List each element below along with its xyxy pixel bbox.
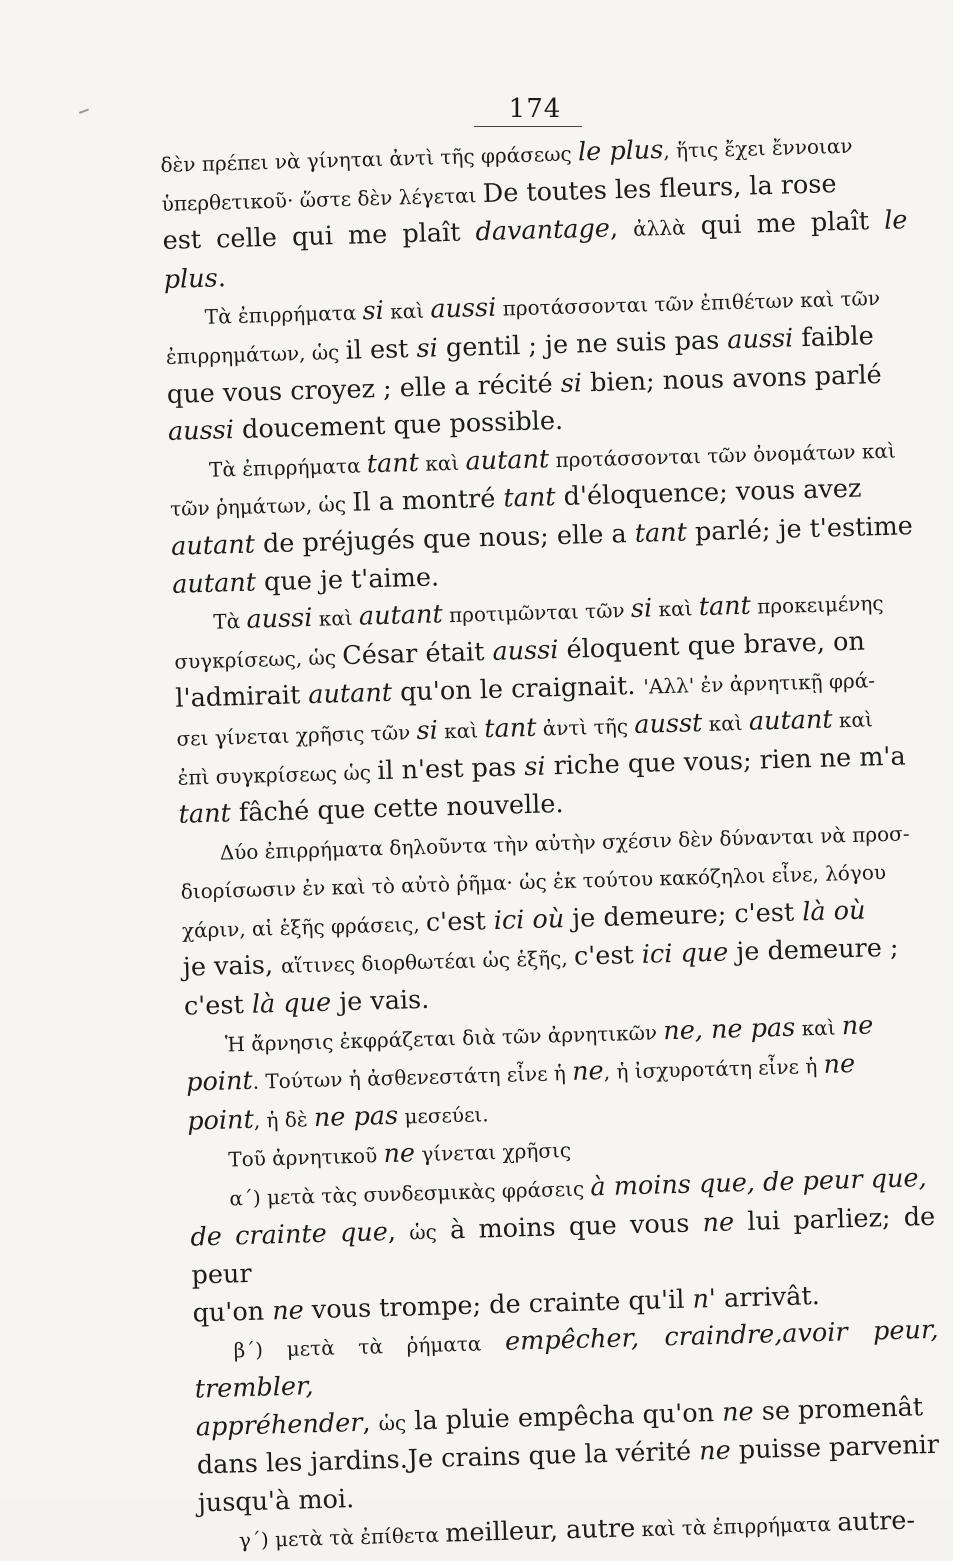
text-segment: καὶ τὰ ἐπιρρήματα [634,1512,838,1542]
text-segment: χάριν, αἱ ἑξῆς φράσεις, [181,911,427,943]
text-segment: Δύο ἐπιρρήματα δηλοῦντα τὴν αὐτὴν σχέσιν δὲν δύνανται νὰ προσ- [219,821,910,865]
text-segment: ὑπερθετικοῦ· ὥστε δὲν λέγεται [161,182,484,216]
text-segment: qu'on [192,1296,273,1329]
text-segment: qui me plaît [685,206,885,242]
header-rule [474,126,582,127]
text-segment: autant [171,567,257,600]
text-segment: 'Αλλ' ἐν ἀρνητικῇ φρά- [643,668,876,700]
text-segment: là où [801,895,866,928]
text-segment: Τὰ ἐπιρρήματα [208,453,368,482]
text-segment: si [362,296,385,327]
text-segment: c'est [425,905,495,938]
text-segment: gentil ; je ne suis pas [437,325,728,364]
text-segment: arrivât. [715,1280,821,1314]
text-segment: aussi [167,415,235,448]
text-segment: De toutes les fleurs, la rose [482,168,837,209]
text-segment: συγκρίσεως, ὡς [174,644,343,674]
text-segment: autant [748,704,833,737]
text-segment: point [185,1066,254,1098]
text-segment: προτάσσονται τῶν ἐπιθέτων καὶ τῶν [495,286,881,322]
text-segment: faible [792,321,875,354]
text-segment: n' [692,1283,717,1315]
text-segment: ne [698,1435,732,1467]
text-segment: je vais, [182,950,282,984]
text-segment: si [560,367,583,399]
text-segment: tant [366,447,420,480]
text-segment: empêcher, craindre,avoir peur, trembler, [194,1315,939,1405]
text-segment: tant [503,482,556,514]
text-segment: ici que [641,937,729,971]
text-segment: davantage [475,213,611,248]
text-segment: καὶ [383,298,431,325]
text-segment: ἀλλὰ [632,215,686,242]
text-segment: autant [307,678,393,711]
text-segment: si [523,750,546,782]
text-segment: si [416,715,439,746]
text-segment: que je t'aime. [255,561,440,598]
text-segment: ne [702,1207,735,1238]
text-segment: c'est [573,940,643,973]
text-segment: qu'on le craignait. [391,671,644,709]
text-segment: je demeure ; [727,933,899,968]
text-segment: καὶ [832,707,874,733]
text-segment: γίνεται χρῆσις [414,1138,572,1167]
text-segment: ἀντὶ τῆς [536,713,635,741]
text-segment: ne pas [313,1100,399,1133]
text-segment: autant [170,529,256,562]
text-segment: autre- [836,1505,916,1538]
text-segment: appréhender [195,1407,363,1443]
text-segment: le plus [163,205,908,295]
text-segment: lui parliez; de peur [191,1201,936,1291]
text-segment: δὲν πρέπει νὰ γίνηται ἀντὶ τῆς φράσεως [160,141,579,177]
text-segment: tant [634,517,688,549]
text-segment: ne [841,1010,874,1041]
text-segment: , ἡ δὲ [253,1106,315,1133]
text-segment: Ἡ ἄρνησις ἐκφράζεται διὰ τῶν ἀρνητικῶν [224,1019,664,1057]
text-segment: jusqu'à moi. [197,1483,355,1519]
text-segment: il n'est pas [376,751,525,786]
text-segment: τῶν ῥημάτων, ὡς [169,492,353,522]
text-segment: β΄) μετὰ τὰ ῥήματα [233,1331,506,1363]
text-segment: la pluie empêcha qu'on [405,1397,723,1437]
text-segment: Τὰ [212,608,247,634]
text-segment: que vous croyez ; elle a récité [166,368,562,410]
text-segment: καὶ [651,596,700,622]
text-segment: point [186,1104,255,1137]
text-segment: μεσεύει. [397,1102,489,1129]
text-segment: tant [178,798,232,830]
text-segment: si [630,593,653,625]
text-segment: c'est [183,989,253,1022]
text-segment: ne [271,1295,305,1327]
text-segment: puisse parvenir [730,1429,940,1466]
text-segment: dans les jardins.Je crains que la vérité [196,1436,700,1481]
text-segment: de crainte que [190,1216,389,1253]
text-segment: aussi [429,293,497,325]
text-segment: ὡς [378,1410,407,1435]
text-segment: καὶ [437,718,485,744]
text-segment: Τοῦ ἀρνητικοῦ [228,1143,384,1172]
text-segment: de préjugés que nous; elle a [254,518,636,560]
text-segment: doucement que possible. [233,406,564,446]
text-segment: César était [341,636,493,671]
text-segment: ne [823,1049,856,1081]
text-segment: je demeure; c'est [563,897,803,934]
text-segment: προτάσσονται τῶν ὀνομάτων καὶ [548,438,896,473]
text-segment: aussi [726,323,794,356]
text-segment: καὶ [418,450,466,476]
text-segment: l'admirait [175,680,309,715]
text-segment: je vais. [330,984,430,1018]
text-segment: Τὰ ἐπιρρήματα [204,300,363,330]
text-segment: aussi [246,603,313,635]
text-segment: , [361,1406,380,1438]
text-segment: . [217,263,227,294]
text-segment: fâché que cette nouvelle. [230,789,564,829]
text-segment: tant [483,712,537,745]
text-segment: καὶ [794,1014,843,1041]
text-segment: autant [358,599,444,632]
text-segment: se promenât [753,1391,924,1427]
text-segment: ici où [493,903,565,936]
page-number: 174 [508,94,562,124]
text-segment: Il a montré [351,483,504,519]
body-text [160,125,944,1561]
text-segment: bien; nous avons parlé [581,359,883,398]
text-segment: d'éloquence; vous avez [555,473,862,513]
text-segment: meilleur, autre [444,1513,636,1549]
margin-mark [79,109,91,120]
text-segment: γ΄) μετὰ τὰ ἐπίθετα [238,1522,446,1553]
text-segment: tant [698,590,752,623]
text-segment: aussi [492,634,559,667]
text-segment: , ἥτις ἔχει ἔννοιαν [663,133,853,163]
text-segment: ne [383,1138,416,1170]
text-segment: προτιμῶνται τῶν [442,598,632,628]
text-segment: ὡς [408,1219,438,1245]
text-segment: , [609,213,634,244]
text-segment: est celle qui me plaît [162,217,476,257]
text-segment: καὶ [701,710,750,736]
text-segment: si [416,333,439,364]
text-segment: éloquent que brave, on [557,626,866,665]
text-segment: vous trompe; de crainte qu'il [303,1284,693,1326]
text-segment: , [387,1216,410,1247]
text-segment: à moins que vous [436,1207,703,1246]
text-segment: ne [721,1396,755,1428]
text-segment: ne, ne pas [662,1012,796,1046]
text-segment: αἵτινες διορθωτέαι ὡς ἑξῆς, [280,946,575,979]
text-segment: il est [345,333,417,366]
text-segment: α΄) μετὰ τὰς συνδεσμικὰς φράσεις [229,1176,591,1211]
text-segment: riche que vous; rien ne m'a [545,740,907,781]
text-segment: parlé; je t'estime [686,511,914,548]
text-segment: σει γίνεται χρῆσις τῶν [176,719,417,751]
text-segment: ἐπὶ συγκρίσεως ὡς [177,759,378,790]
text-segment: προκειμένης [750,591,884,619]
text-segment: , ἡ ἰσχυροτάτη εἶνε ἡ [603,1054,824,1085]
text-segment: καὶ [312,605,360,632]
text-segment: là que [251,987,332,1020]
text-segment: ne [571,1056,605,1088]
text-segment: à moins que, de peur que, [590,1163,928,1203]
text-segment: διορίσωσιν ἐν καὶ τὸ αὐτὸ ῥῆμα· ὡς ἐκ τούτου κακόζηλοι εἶνε, λόγου [180,860,887,904]
text-segment: autant [465,444,550,477]
text-segment: ausst [633,707,703,740]
text-segment: . Τούτων ἡ ἀσθενεστάτη εἶνε ἡ [252,1061,573,1095]
text-segment: ἐπιρρημάτων, ὡς [165,339,346,369]
text-segment: le plus [577,134,664,168]
